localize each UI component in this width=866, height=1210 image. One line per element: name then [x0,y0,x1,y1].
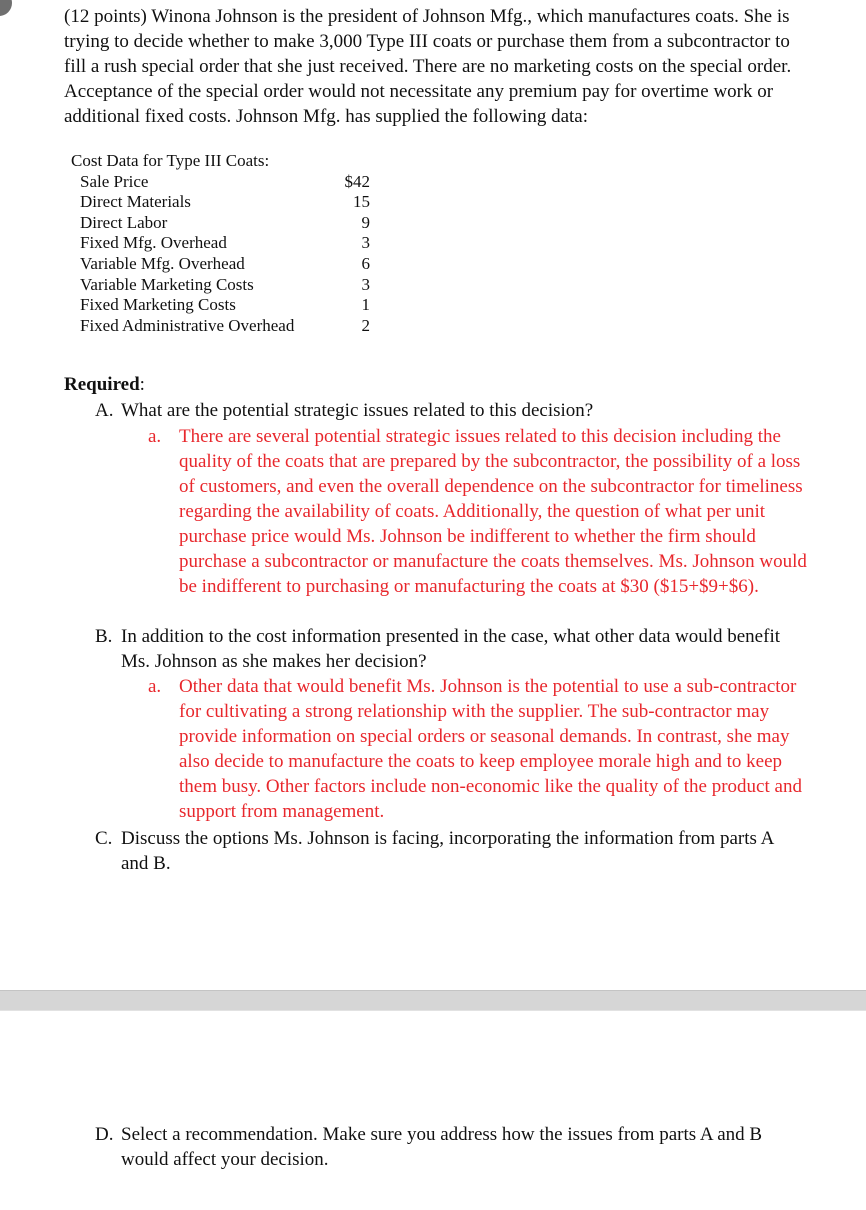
cost-row [71,254,381,275]
cost-value: 2 [361,315,370,335]
answer-b [148,674,808,824]
required-heading [64,372,145,397]
answer-text: There are several potential strategic issues related to this decision including the quality of the coats that are prepared by the subcontractor, the possibility of a loss of customers, and even the overall dependence on the subcontractor for timeliness regarding the availability of coats. Additionally, the question of what per unit purchase price would Ms. Johnson be indifferent to whether the firm should purchase a subcontractor or manufacture the coats themselves. Ms. Johnson would be indifferent to purchasing or manufacturing the coats at $30 ($15+$9+$6). [179,426,807,597]
question-text: What are the potential strategic issues related to this decision? [121,400,594,421]
cost-label: Direct Labor [80,212,168,232]
question-letter: C. [95,828,113,849]
question-text: In addition to the cost information presented in the case, what other data would benefit Ms. Johnson as she makes her decision? [121,626,780,672]
cost-value: 3 [361,233,370,253]
required-label: Required [64,374,140,395]
cost-table-title: Cost Data for Type III Coats: [71,151,270,170]
question-text: Select a recommendation. Make sure you address how the issues from parts A and B would affect your decision. [121,1124,763,1170]
cost-row [71,275,381,296]
cost-row [71,295,381,316]
cost-label: Variable Mfg. Overhead [80,253,245,273]
question-c [95,826,795,876]
question-b [95,624,795,674]
cost-row [71,233,381,254]
question-a [95,398,795,423]
cost-row [71,213,381,234]
page-divider [0,990,866,1011]
cost-row [71,192,381,213]
answer-letter: a. [148,426,162,447]
cost-value: 1 [361,295,370,315]
cost-label: Variable Marketing Costs [80,274,254,294]
question-letter: D. [95,1124,114,1145]
problem-intro: (12 points) Winona Johnson is the president of Johnson Mfg., which manufactures coats. She is trying to decide whether to make 3,000 Type III coats or purchase them from a subcontractor to fill a rush special order that she just received. There are no marketing costs on the special order. Acceptance of the special order would not necessitate any premium pay for overtime work or additional fixed costs. Johnson Mfg. has supplied the following data: [64,6,792,127]
cost-label: Fixed Marketing Costs [80,295,236,315]
required-colon: : [139,374,145,395]
question-text: Discuss the options Ms. Johnson is facing, incorporating the information from parts A and B. [121,828,774,874]
question-letter: B. [95,626,113,647]
answer-a [148,424,808,599]
cost-value: 3 [361,274,370,294]
cost-value: 15 [353,192,370,212]
cost-value: 6 [361,253,370,273]
cost-data-table [71,151,381,336]
answer-letter: a. [148,676,162,697]
cost-value: $42 [344,171,370,191]
answer-text: Other data that would benefit Ms. Johnson is the potential to use a sub-contractor for cultivating a strong relationship with the supplier. The sub-contractor may provide information on special orders or seasonal demands. In contrast, she may also decide to manufacture the coats to keep employee morale high and to keep them busy. Other factors include non-economic like the quality of the product and support from management. [179,676,802,822]
cost-label: Fixed Administrative Overhead [80,315,295,335]
cost-row [71,172,381,193]
document-page-2 [0,1010,866,1210]
cost-value: 9 [361,212,370,232]
cost-label: Direct Materials [80,192,191,212]
cost-label: Fixed Mfg. Overhead [80,233,227,253]
question-letter: A. [95,400,114,421]
cost-label: Sale Price [80,171,149,191]
cost-row [71,316,381,337]
question-d [95,1122,795,1172]
